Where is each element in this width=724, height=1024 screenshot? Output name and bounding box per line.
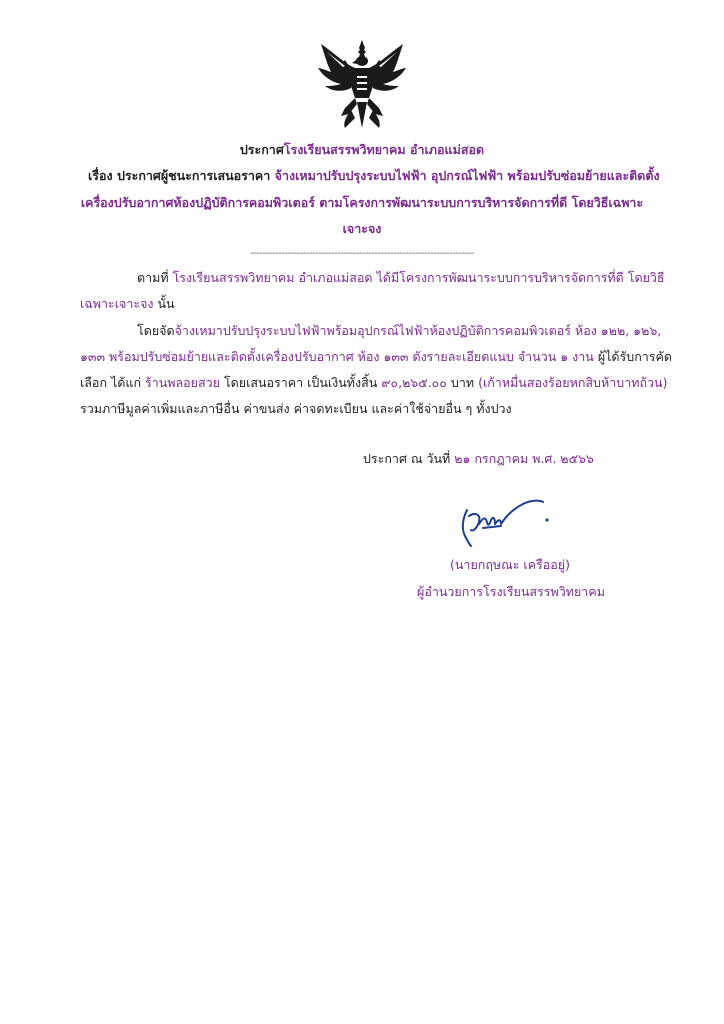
paragraph-2-line-2 — [80, 348, 672, 366]
garuda-emblem-icon — [315, 38, 409, 130]
paragraph-1-line-2 — [80, 295, 175, 313]
p1-method: เฉพาะเจาะจง — [80, 296, 154, 311]
subject-label: เรื่อง — [88, 168, 113, 183]
subject-line-2: เครื่องปรับอากาศห้องปฏิบัติการคอมพิวเตอร์ ตามโครงการพัฒนาระบบการบริหารจัดการที่ดี โดยวิธีเฉพาะ — [80, 195, 644, 210]
p2-intro: โดยจัด — [137, 323, 175, 338]
price-in-words: (เก้าหมื่นสองร้อยหกสิบห้าบาทถ้วน) — [478, 375, 668, 390]
signatory-name: (นายกฤษณะ เครืออยู่) — [450, 557, 570, 572]
price-amount: ๙๐,๒๖๕.๐๐ — [381, 375, 447, 390]
announcement-school: โรงเรียนสรรพวิทยาคม อำเภอแม่สอด — [283, 142, 485, 157]
separator-line: ------------------------------------------------------------------------ — [250, 248, 474, 259]
paragraph-1-line-1 — [137, 269, 665, 287]
p2-winner-label: เลือก ได้แก่ — [80, 375, 145, 390]
subject-line-1 — [88, 167, 660, 185]
winner-name: ร้านพลอยสวย — [144, 375, 220, 390]
p1-intro: ตามที่ — [137, 270, 173, 285]
p2-work-desc-cont: ๑๓๓ พร้อมปรับซ่อมย้ายและติดตั้งเครื่องปรับอากาศ ห้อง ๑๓๓ ดังรายละเอียดแนบ จำนวน ๑ งาน — [80, 349, 594, 364]
subject-line-3: เจาะจง — [342, 221, 382, 236]
date-value: ๒๑ กรกฎาคม พ.ศ. ๒๕๖๖ — [454, 451, 594, 466]
signatory-position: ผู้อำนวยการโรงเรียนสรรพวิทยาคม — [417, 584, 605, 599]
date-prefix: ประกาศ ณ วันที่ — [363, 451, 451, 466]
p1-school-project: โรงเรียนสรรพวิทยาคม อำเภอแม่สอด ได้มีโครงการพัฒนาระบบการบริหารจัดการที่ดี โดยวิธี — [172, 270, 665, 285]
paragraph-2-line-1 — [137, 322, 661, 340]
p1-end: นั้น — [153, 296, 175, 311]
subject-title: ประกาศผู้ชนะการเสนอราคา — [116, 168, 271, 183]
signature-icon — [455, 496, 555, 548]
p2-work-desc: จ้างเหมาปรับปรุงระบบไฟฟ้าพร้อมอุปกรณ์ไฟฟ้าห้องปฏิบัติการคอมพิวเตอร์ ห้อง ๑๒๒, ๑๒๖, — [174, 323, 662, 338]
paragraph-2-line-4: รวมภาษีมูลค่าเพิ่มและภาษีอื่น ค่าขนส่ง ค่าจดทะเบียน และค่าใช้จ่ายอื่น ๆ ทั้งปวง — [80, 401, 512, 416]
subject-project: จ้างเหมาปรับปรุงระบบไฟฟ้า อุปกรณ์ไฟฟ้า พร้อมปรับซ่อมย้ายและติดตั้ง — [274, 168, 660, 183]
announcement-prefix: ประกาศ — [239, 142, 284, 157]
p2-price-label: โดยเสนอราคา เป็นเงินทั้งสิ้น — [219, 375, 382, 390]
p2-selected: ผู้ได้รับการคัด — [593, 349, 672, 364]
paragraph-2-line-3 — [80, 374, 667, 392]
p2-currency: บาท — [446, 375, 479, 390]
announcement-date — [363, 450, 594, 468]
announcement-header — [0, 141, 724, 159]
